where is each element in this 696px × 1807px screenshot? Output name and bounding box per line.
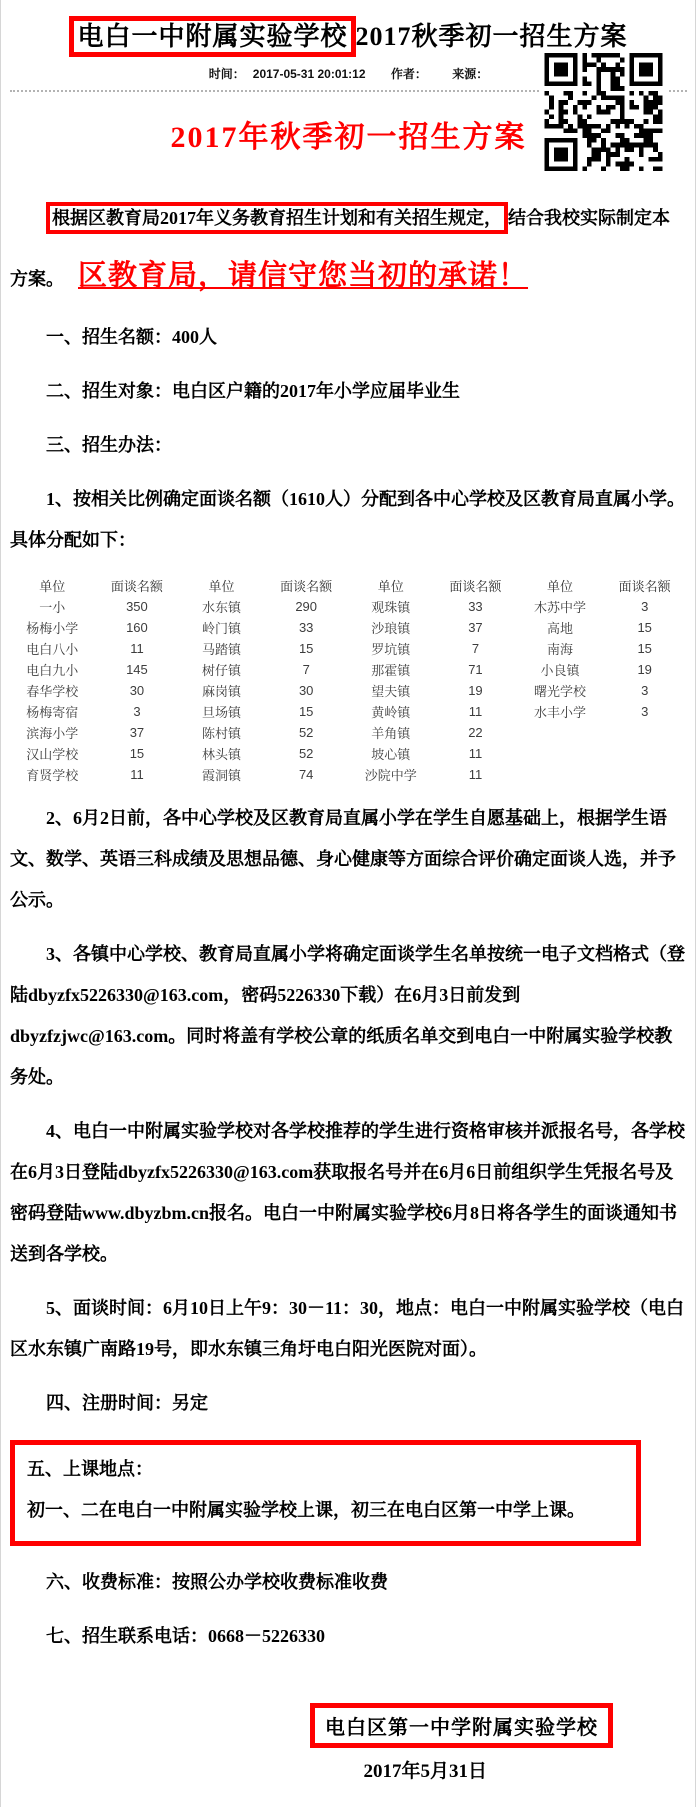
table-cell: 罗坑镇 <box>371 642 411 657</box>
class-location-title: 五、上课地点： <box>27 1459 153 1479</box>
page-title <box>10 16 687 53</box>
table-cell: 290 <box>295 599 318 614</box>
section-target: 二、招生对象：电白区户籍的2017年小学应届毕业生 <box>46 381 460 401</box>
table-cell: 3 <box>133 704 141 719</box>
page-title-rest: 2017秋季初一招生方案 <box>355 22 628 51</box>
quota-table <box>10 575 687 785</box>
table-row <box>10 638 687 659</box>
table-row <box>10 680 687 701</box>
method-step-1: 1、按相关比例确定面谈名额（1610人）分配到各中心学校及区教育局直属小学。具体分配如下： <box>10 489 685 550</box>
table-cell: 30 <box>129 683 145 698</box>
title-highlight-box: 电白一中附属实验学校 <box>69 16 355 57</box>
table-cell: 沙琅镇 <box>371 621 411 636</box>
table-cell: 52 <box>298 725 314 740</box>
table-cell: 52 <box>298 746 314 761</box>
table-cell: 岭门镇 <box>202 621 242 636</box>
qr-code-svg <box>540 53 667 171</box>
table-header-row <box>10 575 687 596</box>
table-cell: 麻岗镇 <box>202 684 242 699</box>
intro-rest-wrap: 方案。 <box>10 269 64 289</box>
table-cell: 高地 <box>547 621 574 636</box>
section-registration: 四、注册时间：另定 <box>46 1393 208 1413</box>
table-cell: 22 <box>468 725 483 740</box>
table-cell: 15 <box>129 746 145 761</box>
quota-table-body <box>10 596 687 785</box>
table-cell: 15 <box>637 641 652 656</box>
qr-code-icon <box>540 53 667 171</box>
table-cell: 19 <box>468 683 483 698</box>
table-column-header: 单位 <box>208 579 235 594</box>
table-cell <box>602 764 687 785</box>
table-cell: 160 <box>126 620 148 635</box>
method-step-5: 5、面谈时间：6月10日上午9：30－11：30，地点：电白一中附属实验学校（电白区水东镇广南路19号，即水东镇三角圩电白阳光医院对面）。 <box>10 1298 685 1359</box>
table-cell: 望夫镇 <box>371 684 411 699</box>
table-column-header: 面谈名额 <box>280 579 333 594</box>
table-cell: 南海 <box>547 642 574 657</box>
table-column-header: 面谈名额 <box>618 579 671 594</box>
table-row <box>10 617 687 638</box>
table-cell: 杨梅小学 <box>26 621 79 636</box>
intro-wrap-line <box>10 256 687 299</box>
table-cell: 37 <box>129 725 145 740</box>
class-location-highlight-box <box>10 1440 641 1546</box>
table-column-header: 面谈名额 <box>449 579 502 594</box>
document-red-heading: 2017年秋季初一招生方案 <box>170 121 527 154</box>
table-cell: 11 <box>130 641 144 656</box>
method-step-2: 2、6月2日前，各中心学校及区教育局直属小学在学生自愿基础上，根据学生语文、数学、英语三科成绩及思想品德、身心健康等方面综合评价确定面谈人选，并予公示。 <box>10 808 676 910</box>
table-cell: 11 <box>468 767 483 782</box>
table-cell: 沙院中学 <box>364 768 417 783</box>
table-cell: 15 <box>298 641 314 656</box>
table-cell: 杨梅寄宿 <box>26 705 79 720</box>
table-cell: 汉山学校 <box>26 747 79 762</box>
table-cell: 观珠镇 <box>371 600 411 615</box>
table-column-header: 面谈名额 <box>110 579 163 594</box>
meta-time-label: 时间： <box>208 67 245 81</box>
meta-source-label: 来源： <box>452 67 489 81</box>
table-row <box>10 743 687 764</box>
table-cell: 那霍镇 <box>371 663 411 678</box>
table-cell: 7 <box>471 641 480 656</box>
table-column-header: 单位 <box>547 579 574 594</box>
table-row <box>10 596 687 617</box>
intro-rest: 结合我校实际制定本 <box>508 208 670 228</box>
table-cell: 滨海小学 <box>26 726 79 741</box>
red-slogan: 区教育局，请信守您当初的承诺！ <box>78 260 529 292</box>
table-cell <box>518 743 603 764</box>
class-location-body: 初一、二在电白一中附属实验学校上课，初三在电白区第一中学上课。 <box>27 1500 585 1520</box>
section-fees: 六、收费标准：按照公办学校收费标准收费 <box>46 1572 388 1592</box>
table-cell: 11 <box>468 746 483 761</box>
table-row <box>10 659 687 680</box>
section-contact-phone: 七、招生联系电话：0668－5226330 <box>46 1626 325 1646</box>
table-cell: 羊角镇 <box>371 726 411 741</box>
table-cell: 33 <box>468 599 483 614</box>
table-cell: 陈村镇 <box>202 726 242 741</box>
table-cell: 33 <box>298 620 314 635</box>
table-cell: 15 <box>298 704 314 719</box>
table-cell: 育贤学校 <box>26 768 79 783</box>
table-cell: 电白九小 <box>26 663 79 678</box>
quota-table-head <box>10 575 687 596</box>
table-cell: 水东镇 <box>202 600 242 615</box>
intro-highlight-box: 根据区教育局2017年义务教育招生计划和有关招生规定， <box>46 202 508 234</box>
method-step-3: 3、各镇中心学校、教育局直属小学将确定面谈学生名单按统一电子文档格式（登陆dbyzfx5226330@163.com，密码5226330下载）在6月3日前发到dbyzfzjwc@163.com。同时将盖有学校公章的纸质名单交到电白一中附属实验学校教务处。 <box>10 944 685 1087</box>
table-cell: 145 <box>126 662 148 677</box>
table-cell <box>518 764 603 785</box>
section-quota: 一、招生名额：400人 <box>46 327 217 347</box>
table-cell: 水丰小学 <box>534 705 587 720</box>
section-method-title: 三、招生办法： <box>46 435 172 455</box>
table-cell: 林头镇 <box>202 747 242 762</box>
table-cell: 树仔镇 <box>202 663 242 678</box>
table-cell: 马踏镇 <box>202 642 242 657</box>
table-cell: 71 <box>468 662 483 677</box>
table-cell: 旦场镇 <box>202 705 242 720</box>
table-row <box>10 764 687 785</box>
table-cell <box>602 722 687 743</box>
table-cell: 坡心镇 <box>371 747 411 762</box>
table-cell: 曙光学校 <box>534 684 587 699</box>
table-column-header: 单位 <box>377 579 404 594</box>
table-cell: 一小 <box>39 600 66 615</box>
meta-time-value: 2017-05-31 20:01:12 <box>252 67 366 81</box>
table-cell: 37 <box>468 620 483 635</box>
table-cell: 15 <box>637 620 652 635</box>
signature-block <box>10 1703 687 1748</box>
table-cell: 30 <box>298 683 314 698</box>
table-cell: 350 <box>126 599 148 614</box>
table-cell: 74 <box>298 767 314 782</box>
table-cell: 11 <box>130 767 144 782</box>
meta-author-label: 作者： <box>390 67 427 81</box>
method-step-4: 4、电白一中附属实验学校对各学校推荐的学生进行资格审核并派报名号，各学校在6月3日登陆dbyzfx5226330@163.com获取报名号并在6月6日前组织学生凭报名号及密码登陆www.dbyzbm.cn报名。电白一中附属实验学校6月8日将各学生的面谈通知书送到各学校。 <box>10 1121 685 1264</box>
table-cell: 霞洞镇 <box>202 768 242 783</box>
table-cell: 电白八小 <box>26 642 79 657</box>
table-cell: 11 <box>468 704 483 719</box>
table-cell: 木苏中学 <box>534 600 587 615</box>
table-cell <box>602 743 687 764</box>
table-cell: 3 <box>641 599 649 614</box>
table-cell: 春华学校 <box>26 684 79 699</box>
signature-date: 2017年5月31日 <box>363 1761 487 1782</box>
table-row <box>10 722 687 743</box>
table-cell: 3 <box>641 704 649 719</box>
table-cell <box>518 722 603 743</box>
table-cell: 19 <box>637 662 652 677</box>
table-column-header: 单位 <box>39 579 66 594</box>
signature-school-box: 电白区第一中学附属实验学校 <box>310 1703 613 1748</box>
table-cell: 7 <box>302 662 310 677</box>
intro-paragraph <box>10 198 687 238</box>
table-row <box>10 701 687 722</box>
table-cell: 小良镇 <box>540 663 580 678</box>
table-cell: 3 <box>641 683 649 698</box>
table-cell: 黄岭镇 <box>371 705 411 720</box>
